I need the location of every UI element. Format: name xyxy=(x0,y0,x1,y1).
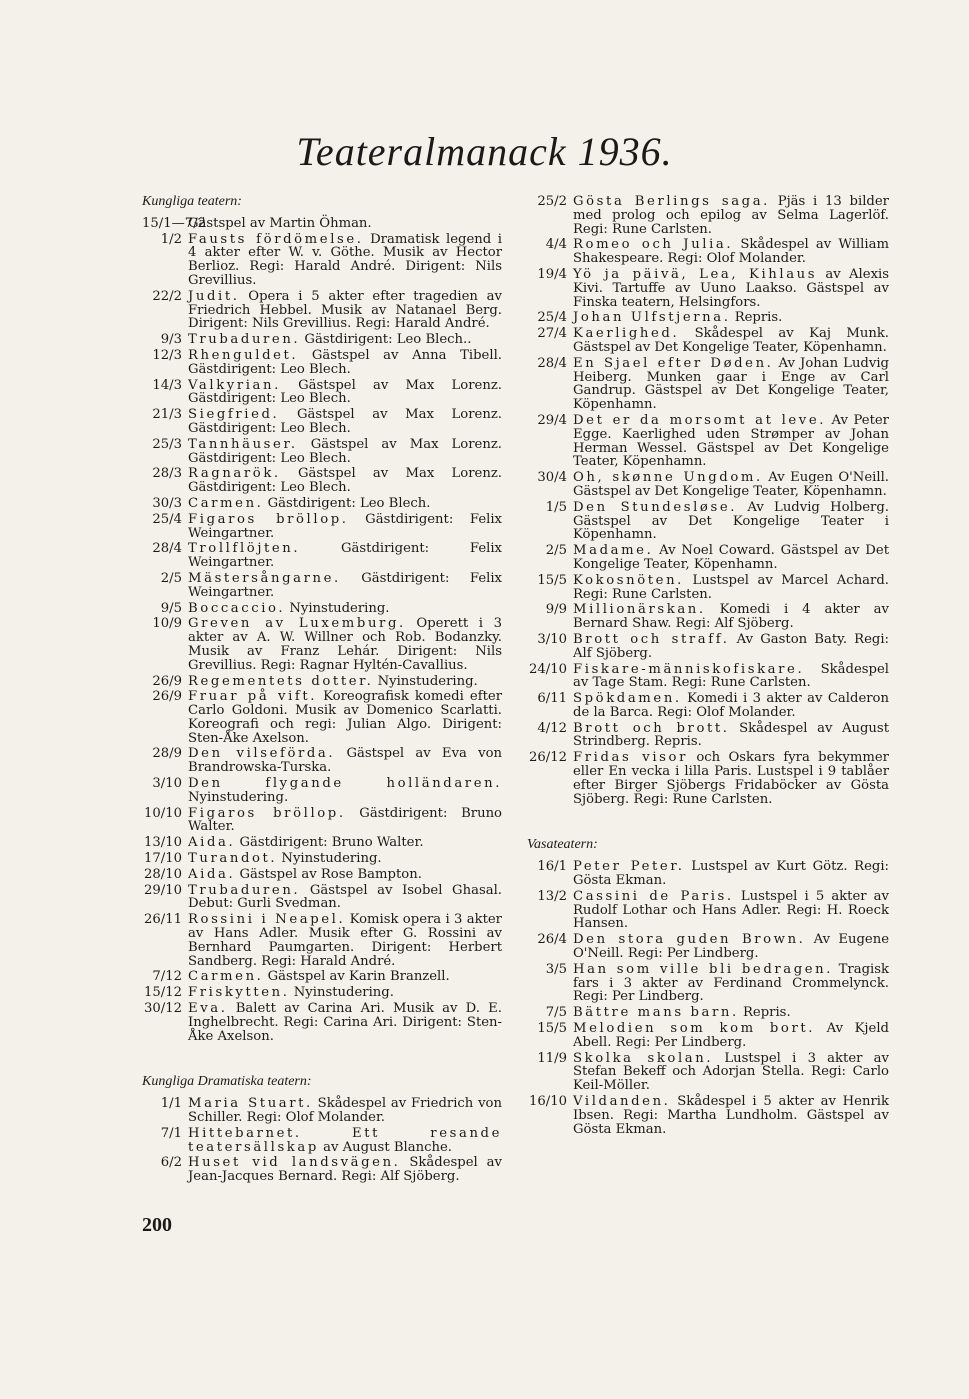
entry-text: Skådespel av Friedrich von Schiller. Regi: Olof Molander. xyxy=(188,1096,502,1126)
entry-text: Skådespel av Tage Stam. Regi: Rune Carlsten. xyxy=(573,661,889,691)
almanac-entry xyxy=(527,238,889,266)
entry-text: Gästspel av Max Lorenz. Gästdirigent: Leo Blech. xyxy=(188,436,502,466)
almanac-entry xyxy=(142,1002,502,1043)
entry-title: Skolka skolan. xyxy=(573,1050,714,1066)
entry-description xyxy=(188,217,502,231)
entry-description xyxy=(573,663,889,691)
entry-description xyxy=(188,690,502,745)
entry-text: Koreografisk komedi efter Carlo Goldoni. Musik av Domenico Scarlatti. Koreografi och regi: Julian Algo. Dirigent: Sten-Åke Axelson. xyxy=(188,689,502,746)
entry-description xyxy=(573,1006,889,1020)
almanac-entry xyxy=(527,544,889,572)
entry-description xyxy=(573,1052,889,1093)
entry-text: Repris. xyxy=(730,310,783,326)
entry-date: 30/3 xyxy=(152,495,182,511)
entry-text: Nyinstudering. xyxy=(373,673,478,689)
entry-title: Trubaduren. xyxy=(188,882,301,898)
almanac-entry xyxy=(527,311,889,325)
entry-text: Gästdirigent: Leo Blech.. xyxy=(300,332,472,348)
almanac-entry xyxy=(142,542,502,570)
entry-text: Nyinstudering. xyxy=(289,985,394,1001)
entry-text: Gästdirigent: Felix Weingartner. xyxy=(188,570,502,600)
almanac-entry xyxy=(527,268,889,309)
entry-text: Skådespel av William Shakespeare. Regi: Olof Molander. xyxy=(573,237,889,267)
entry-text: Komisk opera i 3 akter av Hans Adler. Musik efter G. Rossini av Bernhard Paumgarten. Dirigent: Herbert Sandberg. Regi: Harald André. xyxy=(188,912,502,969)
entry-description xyxy=(188,807,502,835)
entry-text: Av Peter Egge. Kaerlighed uden Strømper av Johan Herman Wessel. Gästspel av Det Kongelige Teater, Köpenhamn. xyxy=(573,412,889,470)
entry-title: Kaerlighed. xyxy=(573,326,680,342)
entry-text: Gästspel av Karin Branzell. xyxy=(263,969,450,985)
entry-title: Cassini de Paris. xyxy=(573,888,734,904)
entry-title: Madame. xyxy=(573,543,654,559)
entry-title: Fruar på vift. xyxy=(188,689,318,705)
almanac-entry xyxy=(142,675,502,689)
entry-description xyxy=(188,852,502,866)
entry-title: Carmen. xyxy=(188,969,264,985)
left-column xyxy=(142,195,502,1186)
almanac-entry xyxy=(142,233,502,288)
entry-description xyxy=(188,617,502,672)
entry-description xyxy=(573,357,889,412)
almanac-entry xyxy=(527,501,889,542)
entry-description xyxy=(188,913,502,968)
entry-title: Maria Stuart. xyxy=(188,1096,313,1112)
entry-text: Lustspel av Marcel Achard. Regi: Rune Carlsten. xyxy=(573,572,889,602)
almanac-entry xyxy=(527,722,889,750)
entry-description xyxy=(573,860,889,888)
almanac-entry xyxy=(527,574,889,602)
almanac-entry xyxy=(527,1022,889,1050)
entry-title: Mästersångarne. xyxy=(188,570,341,586)
entry-date: 7/1 xyxy=(160,1125,182,1141)
entry-description xyxy=(573,633,889,661)
entry-title: Eva. xyxy=(188,1001,228,1017)
entry-title: Romeo och Julia. xyxy=(573,237,734,253)
entry-text: Gästspel av Max Lorenz. Gästdirigent: Leo Blech. xyxy=(188,407,502,436)
entry-title: Den flygande holländaren. xyxy=(188,776,502,792)
entry-date: 7/12 xyxy=(152,969,182,985)
almanac-entry xyxy=(142,617,502,672)
entry-description xyxy=(188,467,502,495)
entry-text: Skådespel i 5 akter av Henrik Ibsen. Regi: Martha Lundholm. Gästspel av Gösta Ekman. xyxy=(573,1094,889,1137)
entry-text: Opera i 5 akter efter tragedien av Friedrich Hebbel. Musik av Natanael Berg. Dirigent: Nils Grevillius. Regi: Harald André. xyxy=(188,288,502,332)
almanac-entry xyxy=(142,970,502,984)
entry-text: Komedi i 3 akter av Calderon de la Barca. Regi: Olof Molander. xyxy=(573,691,889,720)
almanac-entry xyxy=(142,497,502,511)
entry-text: Av Eugene O'Neill. Regi: Per Lindberg. xyxy=(573,932,889,962)
entry-text: Av Ludvig Holberg. Gästspel av Det Kongelige Teater i Köpenhamn. xyxy=(573,499,889,543)
entry-text: Nyinstudering. xyxy=(188,789,289,805)
entry-date: 28/4 xyxy=(537,355,567,371)
almanac-entry xyxy=(527,414,889,469)
entry-text: och Oskars fyra bekymmer eller En vecka i lilla Paris. Lustspel i 9 tablåer efter Birger Sjöbergs Fridaböcker av Gösta Sjöberg. Regi: Rune Carlsten. xyxy=(573,750,889,807)
almanac-entry xyxy=(142,1127,502,1155)
entry-date: 19/4 xyxy=(537,266,567,282)
entry-title: Spökdamen. xyxy=(573,691,682,707)
almanac-entry xyxy=(527,692,889,720)
almanac-entry xyxy=(142,747,502,775)
entry-date: 15/5 xyxy=(537,572,567,588)
section-heading: Kungliga Dramatiska teatern: xyxy=(142,1074,312,1090)
entry-date: 11/9 xyxy=(537,1050,567,1066)
entry-description xyxy=(573,1022,889,1050)
entry-date: 25/4 xyxy=(537,310,567,326)
entry-title: Tannhäuser. xyxy=(188,436,298,452)
entry-title: Brott och brott. xyxy=(573,720,730,736)
entry-text: Repris. xyxy=(738,1005,791,1021)
entry-date: 17/10 xyxy=(143,851,182,867)
almanac-entry xyxy=(142,1156,502,1184)
almanac-entry xyxy=(142,572,502,600)
entry-title: Ragnarök. xyxy=(188,466,281,482)
entry-title: Figaros bröllop. xyxy=(188,511,349,527)
entry-title: Rossini i Neapel. xyxy=(188,912,346,928)
entry-date: 25/4 xyxy=(152,511,182,527)
entry-date: 29/4 xyxy=(537,412,567,428)
entry-description xyxy=(573,544,889,572)
entry-date: 15/12 xyxy=(143,985,182,1001)
entry-description xyxy=(188,290,502,331)
entry-text: Gästdirigent: Felix Weingartner. xyxy=(188,511,502,541)
entry-date: 2/5 xyxy=(160,570,182,586)
entry-date: 16/10 xyxy=(528,1094,567,1110)
almanac-entry xyxy=(527,603,889,631)
almanac-entry xyxy=(142,852,502,866)
entry-date: 28/10 xyxy=(143,866,182,882)
entry-date: 9/5 xyxy=(160,600,182,616)
entry-text: Av Gaston Baty. Regi: Alf Sjöberg. xyxy=(573,631,889,661)
entry-description xyxy=(573,238,889,266)
entry-text: Tragisk fars i 3 akter av Ferdinand Crommelynck. Regi: Per Lindberg. xyxy=(573,961,889,1005)
almanac-entry xyxy=(142,513,502,541)
entry-title: Friskytten. xyxy=(188,985,290,1001)
almanac-entry xyxy=(527,357,889,412)
almanac-entry xyxy=(142,1097,502,1125)
almanac-entry xyxy=(527,633,889,661)
entry-text: Pjäs i 13 bilder med prolog och epilog av Selma Lagerlöf. Regi: Rune Carlsten. xyxy=(573,194,889,237)
entry-description xyxy=(188,868,502,882)
entry-title: Rhenguldet. xyxy=(188,347,299,363)
almanac-entry xyxy=(142,217,502,231)
entry-text: Gästspel av Martin Öhman. xyxy=(188,215,372,231)
entry-date: 4/12 xyxy=(537,720,567,736)
entry-date: 6/2 xyxy=(160,1155,182,1171)
entry-description xyxy=(573,890,889,931)
entry-title: Trollflöjten. xyxy=(188,541,301,557)
entry-title: Turandot. xyxy=(188,851,278,867)
section-heading: Kungliga teatern: xyxy=(142,194,242,209)
entry-text: Komedi i 4 akter av Bernard Shaw. Regi: Alf Sjöberg. xyxy=(573,602,889,632)
entry-title: Melodien som kom bort. xyxy=(573,1021,816,1037)
entry-text: Av Noel Coward. Gästspel av Det Kongelige Teater, Köpenhamn. xyxy=(573,543,889,572)
entry-description xyxy=(188,379,502,407)
entry-date: 28/3 xyxy=(152,466,182,482)
entry-description xyxy=(188,333,502,347)
right-column xyxy=(527,195,889,1138)
entry-title: Det er da morsomt at leve. xyxy=(573,412,827,428)
entry-title: Judit. xyxy=(188,288,240,304)
entry-description xyxy=(188,513,502,541)
entry-date: 15/1—7/2 xyxy=(142,215,207,231)
entry-text: Av Eugen O'Neill. Gästspel av Det Kongelige Teater, Köpenhamn. xyxy=(573,470,889,499)
entry-text: Gästdirigent: Bruno Walter. xyxy=(235,835,424,851)
entry-description xyxy=(573,195,889,236)
entry-date: 25/2 xyxy=(537,194,567,209)
almanac-entry xyxy=(527,195,889,236)
entry-description xyxy=(188,602,502,616)
almanac-entry xyxy=(527,860,889,888)
page-number: 200 xyxy=(142,1214,172,1236)
entry-date: 9/3 xyxy=(160,332,182,348)
entry-title: Fausts fördömelse. xyxy=(188,231,364,247)
entry-text: Av Kjeld Abell. Regi: Per Lindberg. xyxy=(573,1021,889,1050)
entry-description xyxy=(188,572,502,600)
entry-text: Dramatisk legend i 4 akter efter W. v. Göthe. Musik av Hector Berlioz. Regi: Harald André. Dirigent: Nils Grevillius. xyxy=(188,231,502,288)
entry-title: Boccaccio. xyxy=(188,600,286,616)
entry-text: Skådespel av August Strindberg. Repris. xyxy=(573,720,889,750)
entry-description xyxy=(573,933,889,961)
entry-title: Greven av Luxemburg. xyxy=(188,616,406,632)
entry-title: Peter Peter. xyxy=(573,859,685,875)
entry-date: 26/4 xyxy=(537,932,567,948)
entry-text: Gästspel av Max Lorenz. Gästdirigent: Leo Blech. xyxy=(188,377,502,407)
entry-text: Gästspel av Isobel Ghasal. Debut: Gurli Svedman. xyxy=(188,882,502,912)
entry-date: 3/5 xyxy=(545,961,567,977)
section-gap xyxy=(527,808,889,838)
almanac-entry xyxy=(527,1006,889,1020)
entry-date: 30/12 xyxy=(143,1001,182,1017)
entry-text: Gästspel av Rose Bampton. xyxy=(235,866,422,882)
entry-text: Lustspel av Kurt Götz. Regi: Gösta Ekman. xyxy=(573,859,889,889)
entry-date: 9/9 xyxy=(545,602,567,618)
entry-description xyxy=(573,574,889,602)
entry-description xyxy=(573,603,889,631)
entry-text: Gästdirigent: Leo Blech. xyxy=(263,495,431,511)
almanac-entry xyxy=(142,290,502,331)
entry-title: Brott och straff. xyxy=(573,631,730,647)
entry-title: Den stora guden Brown. xyxy=(573,932,806,948)
entry-description xyxy=(573,414,889,469)
entry-description xyxy=(573,471,889,499)
entry-description xyxy=(188,747,502,775)
entry-description xyxy=(188,836,502,850)
entry-title: Vildanden. xyxy=(573,1094,671,1110)
almanac-entry xyxy=(142,884,502,912)
almanac-entry xyxy=(527,1052,889,1093)
entry-text: Skådespel av Jean-Jacques Bernard. Regi: Alf Sjöberg. xyxy=(188,1155,502,1185)
entry-description xyxy=(573,1095,889,1136)
entry-title: Fiskare-människofiskare. xyxy=(573,661,805,677)
entry-date: 12/3 xyxy=(152,347,182,363)
entry-date: 6/11 xyxy=(537,691,567,707)
entry-date: 22/2 xyxy=(152,288,182,304)
almanac-entry xyxy=(527,751,889,806)
entry-description xyxy=(188,349,502,377)
entry-description xyxy=(573,963,889,1004)
entry-date: 21/3 xyxy=(152,407,182,423)
almanac-entry xyxy=(142,836,502,850)
entry-text: Gästspel av Anna Tibell. Gästdirigent: Leo Blech. xyxy=(188,347,502,377)
entry-title: Carmen. xyxy=(188,495,264,511)
entry-title: Bättre mans barn. xyxy=(573,1005,739,1021)
entry-description xyxy=(188,675,502,689)
almanac-entry xyxy=(142,986,502,1000)
entry-text: Gästspel av Eva von Brandrowska-Turska. xyxy=(188,746,503,776)
almanac-entry xyxy=(527,890,889,931)
entry-text: Av Johan Ludvig Heiberg. Munken gaar i Enge av Carl Gandrup. Gästspel av Det Kongelige Teater, Köpenhamn. xyxy=(573,355,889,413)
entry-text: Gästdirigent: Felix Weingartner. xyxy=(188,541,502,571)
entry-date: 7/5 xyxy=(545,1005,567,1021)
entry-date: 10/9 xyxy=(152,616,182,632)
entry-title: Aida. xyxy=(188,866,236,882)
entry-title: Trubaduren. xyxy=(188,332,301,348)
entry-title: Johan Ulfstjerna. xyxy=(573,310,731,326)
section-gap xyxy=(142,1045,502,1075)
entry-date: 3/10 xyxy=(537,631,567,647)
almanac-entry xyxy=(142,467,502,495)
almanac-entry xyxy=(142,438,502,466)
entry-description xyxy=(188,884,502,912)
entry-title: Aida. xyxy=(188,835,236,851)
entry-title: Kokosnöten. xyxy=(573,572,684,588)
entry-date: 26/12 xyxy=(528,750,567,766)
entry-title: Den Stundesløse. xyxy=(573,499,738,515)
entry-title: Figaros bröllop. xyxy=(188,805,346,821)
entry-text: Operett i 3 akter av A. W. Willner och Rob. Bodanzky. Musik av Franz Lehár. Dirigent: Nils Grevillius. Regi: Ragnar Hyltén-Cavallius. xyxy=(188,616,502,673)
entry-text: Nyinstudering. xyxy=(285,600,390,616)
entry-date: 29/10 xyxy=(143,882,182,898)
entry-description xyxy=(573,722,889,750)
entry-description xyxy=(573,751,889,806)
entry-text: Gästdirigent: Bruno Walter. xyxy=(188,805,502,835)
entry-title: Han som ville bli bedragen. xyxy=(573,961,834,977)
entry-title: Valkyrian. xyxy=(188,377,281,393)
entry-text: Lustspel i 5 akter av Rudolf Lothar och Hans Adler. Regi: H. Roeck Hansen. xyxy=(573,888,889,932)
entry-date: 28/4 xyxy=(152,541,182,557)
entry-description xyxy=(573,311,889,325)
page-title: Teateralmanack 1936. xyxy=(296,129,673,174)
entry-title: Yö ja päivä, Lea, Kihlaus xyxy=(573,266,818,282)
almanac-entry xyxy=(527,471,889,499)
almanac-entry xyxy=(142,408,502,436)
entry-description xyxy=(188,1156,502,1184)
entry-title: Siegfried. xyxy=(188,407,280,423)
entry-description xyxy=(188,438,502,466)
entry-date: 15/5 xyxy=(537,1021,567,1037)
almanac-entry xyxy=(527,327,889,355)
almanac-entry xyxy=(142,602,502,616)
entry-text: Lustspel i 3 akter av Stefan Bekeff och Adorjan Stella. Regi: Carlo Keil-Möller. xyxy=(573,1050,889,1094)
entry-date: 30/4 xyxy=(537,470,567,486)
entry-description xyxy=(188,777,502,805)
almanac-entry xyxy=(142,807,502,835)
entry-description xyxy=(188,986,502,1000)
entry-title: Gösta Berlings saga. xyxy=(573,194,770,209)
entry-title: Huset vid landsvägen. xyxy=(188,1155,401,1171)
entry-description xyxy=(188,1097,502,1125)
entry-date: 1/2 xyxy=(160,231,182,247)
entry-title: Oh, skønne Ungdom. xyxy=(573,470,763,486)
entry-description xyxy=(188,542,502,570)
entry-description xyxy=(188,970,502,984)
almanac-entry xyxy=(527,1095,889,1136)
entry-date: 27/4 xyxy=(537,326,567,342)
entry-description xyxy=(573,692,889,720)
entry-description xyxy=(188,408,502,436)
entry-date: 26/9 xyxy=(152,673,182,689)
section-heading: Vasateatern: xyxy=(527,837,598,853)
almanac-entry xyxy=(142,379,502,407)
entry-date: 16/1 xyxy=(537,859,567,875)
entry-date: 24/10 xyxy=(528,661,567,677)
entry-description xyxy=(188,1002,502,1043)
almanac-entry xyxy=(527,933,889,961)
almanac-entry xyxy=(142,690,502,745)
entry-date: 2/5 xyxy=(545,543,567,559)
entry-date: 26/9 xyxy=(152,689,182,705)
entry-description xyxy=(188,1127,502,1155)
entry-description xyxy=(573,327,889,355)
entry-title: Hittebarnet. Ett resande teatersällskap xyxy=(188,1125,502,1155)
entry-date: 13/2 xyxy=(537,888,567,904)
entry-date: 1/5 xyxy=(545,499,567,515)
entry-date: 25/3 xyxy=(152,436,182,452)
almanac-entry xyxy=(142,913,502,968)
almanac-entry xyxy=(527,963,889,1004)
almanac-entry xyxy=(142,868,502,882)
entry-date: 13/10 xyxy=(143,835,182,851)
entry-date: 14/3 xyxy=(152,377,182,393)
almanac-entry xyxy=(142,349,502,377)
entry-date: 1/1 xyxy=(160,1096,182,1112)
entry-date: 28/9 xyxy=(152,746,182,762)
almanac-entry xyxy=(142,777,502,805)
entry-text: Balett av Carina Ari. Musik av D. E. Inghelbrecht. Regi: Carina Ari. Dirigent: Sten-Åke Axelson. xyxy=(188,1001,502,1044)
almanac-entry xyxy=(142,333,502,347)
entry-title: Regementets dotter. xyxy=(188,673,374,689)
entry-title: Fridas visor xyxy=(573,750,688,766)
entry-description xyxy=(573,501,889,542)
entry-text: Skådespel av Kaj Munk. Gästspel av Det Kongelige Teater, Köpenhamn. xyxy=(573,326,889,355)
entry-date: 4/4 xyxy=(545,237,567,253)
entry-text: av Alexis Kivi. Tartuffe av Uuno Laakso. Gästspel av Finska teatern, Helsingfors. xyxy=(573,266,889,310)
entry-title: Millionärskan. xyxy=(573,602,706,618)
entry-text: Nyinstudering. xyxy=(277,851,382,867)
entry-title: En Sjael efter Døden. xyxy=(573,355,774,371)
entry-description xyxy=(188,233,502,288)
almanac-entry xyxy=(527,663,889,691)
entry-date: 26/11 xyxy=(143,912,182,928)
entry-text: Gästspel av Max Lorenz. Gästdirigent: Leo Blech. xyxy=(188,466,502,496)
entry-title: Den vilseförda. xyxy=(188,746,336,762)
entry-date: 3/10 xyxy=(152,776,182,792)
entry-description xyxy=(188,497,502,511)
entry-text: av August Blanche. xyxy=(318,1139,452,1155)
entry-description xyxy=(573,268,889,309)
entry-date: 10/10 xyxy=(143,805,182,821)
